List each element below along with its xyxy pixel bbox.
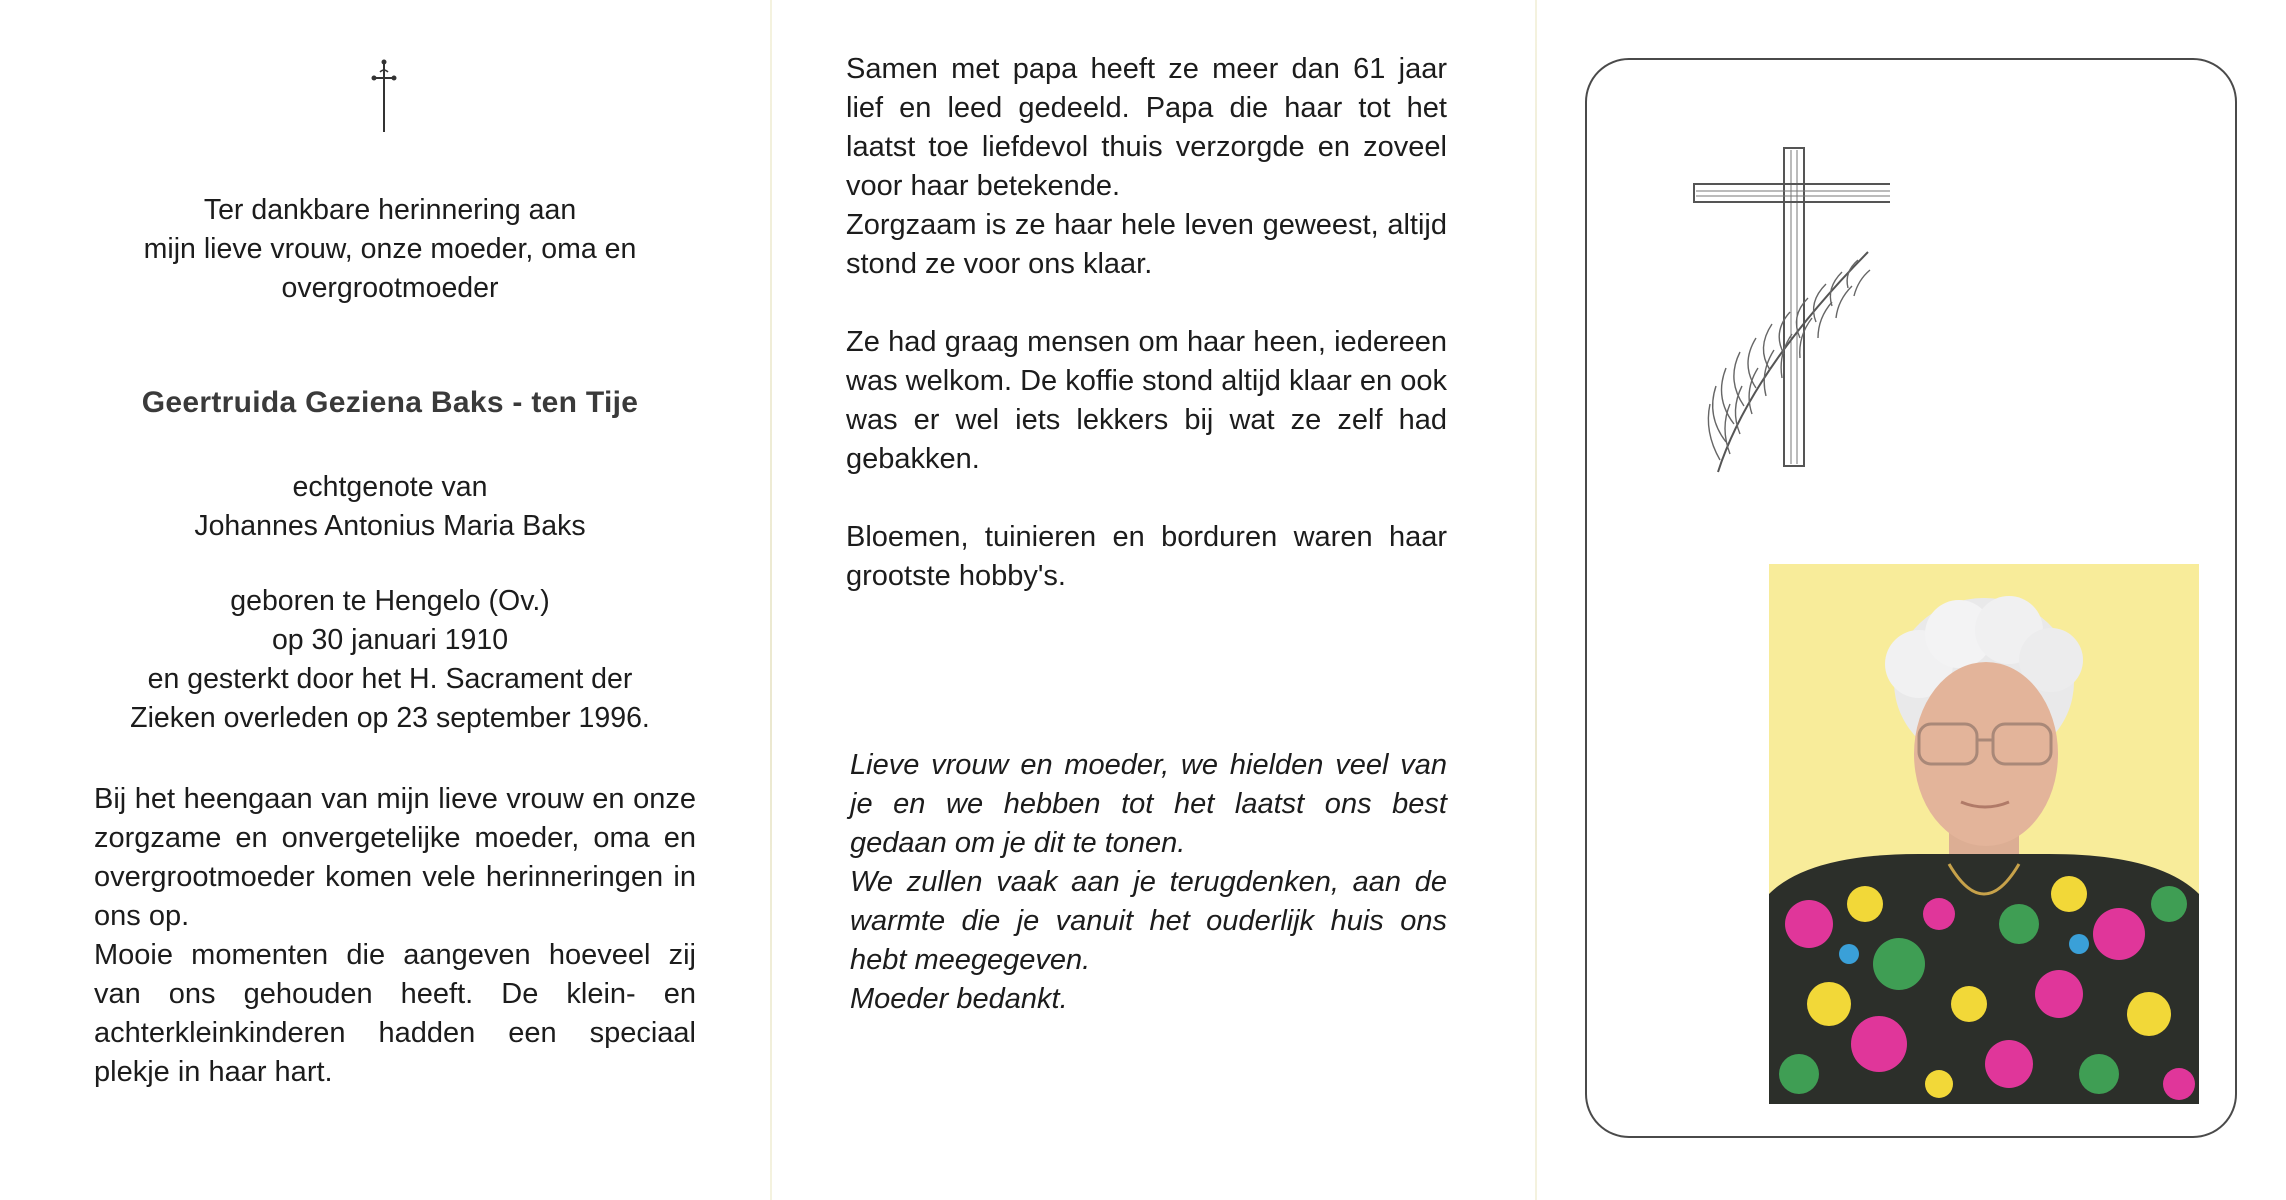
memorial-text-italic: [850, 746, 1447, 1019]
dates-line: en gesterkt door het H. Sacrament der: [147, 663, 633, 695]
paragraph: Mooie momenten die aangeven hoeveel zij van ons gehouden heeft. De klein- en achterkleinkinderen hadden een speciaal plekje in haar hart.: [94, 939, 696, 1088]
portrait-photo: [1769, 564, 2199, 1104]
middle-panel: [770, 0, 1535, 1200]
dates-line: op 30 januari 1910: [271, 624, 509, 656]
paragraph: Zorgzaam is ze haar hele leven geweest, altijd stond ze voor ons klaar.: [846, 209, 1447, 280]
dedication-line: mijn lieve vrouw, onze moeder, oma en: [143, 233, 637, 265]
dates-line: Zieken overleden op 23 september 1996.: [130, 702, 650, 734]
italic-paragraph: Lieve vrouw en moeder, we hielden veel van je en we hebben tot het laatst ons best gedaan om je dit te tonen.: [850, 749, 1447, 859]
memorial-text-left: [94, 780, 696, 1092]
paragraph: Ze had graag mensen om haar heen, iedereen was welkom. De koffie stond altijd klaar en ook was er wel iets lekkers bij wat ze zelf had gebakken.: [846, 326, 1447, 475]
paragraph: Samen met papa heeft ze meer dan 61 jaar lief en leed gedeeld. Papa die haar tot het laatst toe liefdevol thuis verzorgde en zoveel voor haar betekende.: [846, 53, 1447, 202]
italic-paragraph: We zullen vaak aan je terugdenken, aan de warmte die je vanuit het ouderlijk huis ons hebt meegegeven.: [850, 866, 1447, 976]
paragraph: Bloemen, tuinieren en borduren waren haar grootste hobby's.: [846, 521, 1447, 592]
dates-line: geboren te Hengelo (Ov.): [230, 585, 550, 617]
cross-with-palm-icon: [1690, 142, 1890, 482]
spouse-info: [40, 468, 740, 546]
paragraph: Bij het heengaan van mijn lieve vrouw en onze zorgzame en onvergetelijke moeder, oma en overgrootmoeder komen vele herinneringen in ons op.: [94, 783, 696, 932]
italic-paragraph: Moeder bedankt.: [850, 983, 1068, 1015]
dedication: [40, 191, 740, 308]
memorial-text-middle: [846, 50, 1447, 596]
fold-line-right: [1535, 0, 1537, 1200]
spouse-line: Johannes Antonius Maria Baks: [194, 510, 586, 542]
spouse-line: echtgenote van: [292, 471, 488, 503]
dedication-line: overgrootmoeder: [281, 272, 499, 304]
left-panel: [0, 0, 770, 1200]
cross-icon: [370, 58, 398, 134]
dedication-line: Ter dankbare herinnering aan: [203, 194, 577, 226]
life-dates: [40, 582, 740, 738]
deceased-name: Geertruida Geziena Baks - ten Tije: [141, 386, 639, 419]
